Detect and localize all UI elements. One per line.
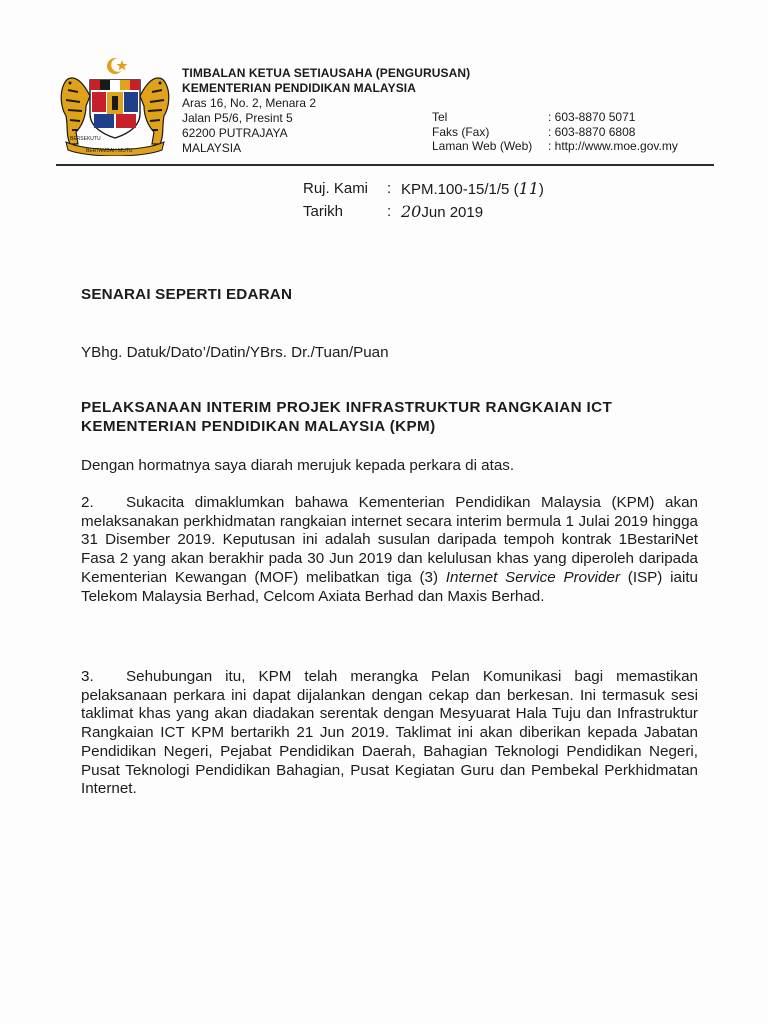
- shield-icon: [90, 80, 140, 138]
- paragraph-text: Sehubungan itu, KPM telah merangka Pelan Komunikasi bagi memastikan pelaksanaan perkara ini dapat dijalankan dengan cekap dan berkesan. Ini termasuk sesi taklimat khas yang akan diadakan serentak dengan Mesyuarat Hala Tuju dan Infrastruktur Rangkaian ICT KPM bertarikh 21 Jun 2019. Taklimat ini akan diberikan kepada Jabatan Pendidikan Negeri, Pejabat Pendidikan Daerah, Bahagian Teknologi Pendidikan Negeri, Pusat Teknologi Pendidikan Bahagian, Pusat Kegiatan Guru dan Pembekal Perkhidmatan Internet.: [81, 668, 698, 798]
- paragraph-text: (ISP) iaitu Telekom Malaysia Berhad, Celcom Axiata Berhad dan Maxis Berhad.: [81, 568, 698, 605]
- header-divider: [56, 164, 714, 166]
- address-line: 62200 PUTRAJAYA: [182, 126, 288, 140]
- contact-fax: [432, 125, 678, 140]
- contact-label: Faks (Fax): [432, 124, 490, 139]
- tarikh-label: Tarikh: [303, 203, 344, 220]
- org-title-line2: KEMENTERIAN PENDIDIKAN MALAYSIA: [182, 81, 417, 95]
- contact-value: : 603-8870 6808: [548, 124, 636, 139]
- reference-block: [303, 178, 544, 224]
- right-tiger-icon: [140, 78, 169, 144]
- contact-web: [432, 139, 678, 154]
- letter-subject: PELAKSANAAN INTERIM PROJEK INFRASTRUKTUR RANGKAIAN ICT KEMENTERIAN PENDIDIKAN MALAYSIA (KPM): [81, 399, 613, 435]
- contact-label: Tel: [432, 110, 448, 124]
- motto-scroll: [66, 136, 164, 156]
- contact-label: Laman Web (Web): [432, 139, 533, 153]
- address-line: Jalan P5/6, Presint 5: [182, 111, 293, 125]
- crescent-star-icon: [107, 58, 128, 74]
- org-title-line1: TIMBALAN KETUA SETIAUSAHA (PENGURUSAN): [182, 66, 471, 80]
- tarikh-row: [303, 201, 544, 224]
- ruj-kami-value: KPM.100-15/1/5 (11): [401, 179, 544, 198]
- ruj-kami-row: [303, 178, 544, 201]
- ruj-kami-separator: :: [387, 180, 392, 197]
- greeting-line: Dengan hormatnya saya diarah merujuk kepada perkara di atas.: [81, 457, 515, 474]
- paragraph-text: Sukacita dimaklumkan bahawa Kementerian Pendidikan Malaysia (KPM) akan melaksanakan perkhidmatan rangkaian internet secara interim bermula 1 Julai 2019 hingga 31 Disember 2019. Keputusan ini adalah susulan daripada tempoh kontrak 1BestariNet Fasa 2 yang akan berakhir pada 30 Jun 2019 dan kelulusan khas yang diperoleh daripada Kementerian Kewangan (MOF) melibatkan tiga (3): [81, 494, 698, 586]
- address-line: MALAYSIA: [182, 141, 242, 155]
- address-line: Aras 16, No. 2, Menara 2: [182, 96, 317, 110]
- paragraph-3: [81, 668, 698, 799]
- left-tiger-icon: [61, 78, 90, 144]
- ruj-kami-label: Ruj. Kami: [303, 180, 369, 197]
- letterhead-address: [182, 96, 316, 156]
- recipient-list-heading: SENARAI SEPERTI EDARAN: [81, 286, 293, 303]
- contact-value: : 603-8870 5071: [548, 110, 636, 124]
- letterhead-contacts: [432, 110, 678, 154]
- salutation: YBhg. Datuk/Dato’/Datin/YBrs. Dr./Tuan/Puan: [81, 344, 389, 361]
- ruj-kami-handwritten-number: 11: [518, 179, 539, 198]
- paragraph-number: 2.: [81, 494, 94, 511]
- contact-value: : http://www.moe.gov.my: [548, 139, 678, 153]
- svg-text:BERSEKUTU: BERSEKUTU: [70, 136, 101, 142]
- coat-of-arms-logo: [56, 56, 174, 156]
- svg-text:BERTAMBAH MUTU: BERTAMBAH MUTU: [86, 148, 133, 154]
- paragraph-number: 3.: [81, 668, 94, 685]
- tarikh-separator: :: [387, 203, 392, 220]
- paragraph-italic-term: Internet Service Provider: [445, 568, 621, 586]
- tarikh-value: 20Jun 2019: [401, 202, 484, 221]
- tarikh-handwritten-day: 20: [401, 202, 422, 221]
- letterhead-organisation: [182, 66, 470, 96]
- paragraph-2: [81, 494, 698, 606]
- contact-tel: [432, 110, 678, 125]
